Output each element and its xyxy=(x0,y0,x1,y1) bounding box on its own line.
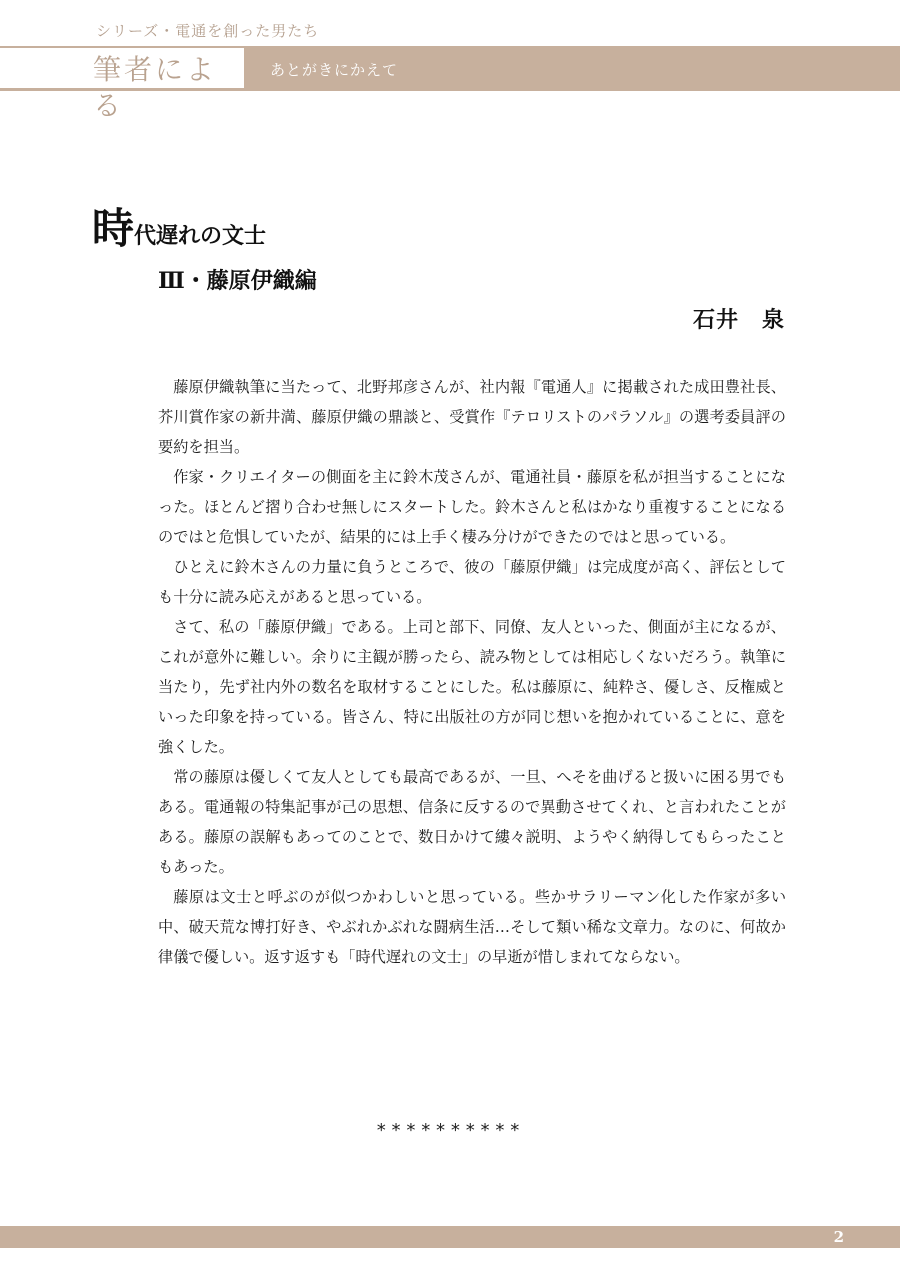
series-title: シリーズ・電通を創った男たち xyxy=(96,22,320,40)
paragraph: 藤原伊織執筆に当たって、北野邦彦さんが、社内報『電通人』に掲載された成田豊社長、芥川賞作家の新井満、藤原伊織の鼎談と、受賞作『テロリストのパラソル』の選考委員評の要約を担当。 xyxy=(158,378,786,456)
section-title: 筆者による xyxy=(93,53,218,122)
paragraph: 藤原は文士と呼ぶのが似つかわしいと思っている。些かサラリーマン化した作家が多い中、破天荒な博打好き、やぶれかぶれな闘病生活…そして類い稀な文章力。なのに、何故か律儀で優しい。返す返すも「時代遅れの文士」の早逝が惜しまれてならない。 xyxy=(158,888,786,966)
paragraph: ひとえに鈴木さんの力量に負うところで、彼の「藤原伊織」は完成度が高く、評伝としても十分に読み応えがあると思っている。 xyxy=(158,558,786,606)
section-separator: ********** xyxy=(375,1120,525,1141)
article-subtitle: Ⅲ・藤原伊織編 xyxy=(158,268,317,294)
paragraph: 作家・クリエイターの側面を主に鈴木茂さんが、電通社員・藤原を私が担当することになった。ほとんど摺り合わせ無しにスタートした。鈴木さんと私はかなり重複することになるのではと危惧していたが、結果的には上手く棲み分けができたのではと思っている。 xyxy=(158,468,786,546)
header-title-box xyxy=(0,48,244,122)
footer-band xyxy=(0,1226,900,1248)
article-title xyxy=(92,196,266,256)
page-number: 2 xyxy=(833,1228,844,1246)
article-title-rest: 代遅れの文士 xyxy=(134,223,267,249)
article-title-initial: 時 xyxy=(92,204,135,253)
author-name: 石井 泉 xyxy=(692,307,785,333)
article-body xyxy=(158,372,786,972)
header-band xyxy=(0,46,900,122)
section-subtitle: あとがきにかえて xyxy=(270,61,399,79)
paragraph: さて、私の「藤原伊織」である。上司と部下、同僚、友人といった、側面が主になるが、これが意外に難しい。余りに主観が勝ったら、読み物としては相応しくないだろう。執筆に当たり，先ず社内外の数名を取材することにした。私は藤原に、純粋さ、優しさ、反権威といった印象を持っている。皆さん、特に出版社の方が同じ想いを抱かれていることに、意を強くした。 xyxy=(158,618,786,756)
paragraph: 常の藤原は優しくて友人としても最高であるが、一旦、へそを曲げると扱いに困る男でもある。電通報の特集記事が己の思想、信条に反するので異動させてくれ、と言われたことがある。藤原の誤解もあってのことで、数日かけて縷々説明、ようやく納得してもらったこともあった。 xyxy=(158,768,787,876)
